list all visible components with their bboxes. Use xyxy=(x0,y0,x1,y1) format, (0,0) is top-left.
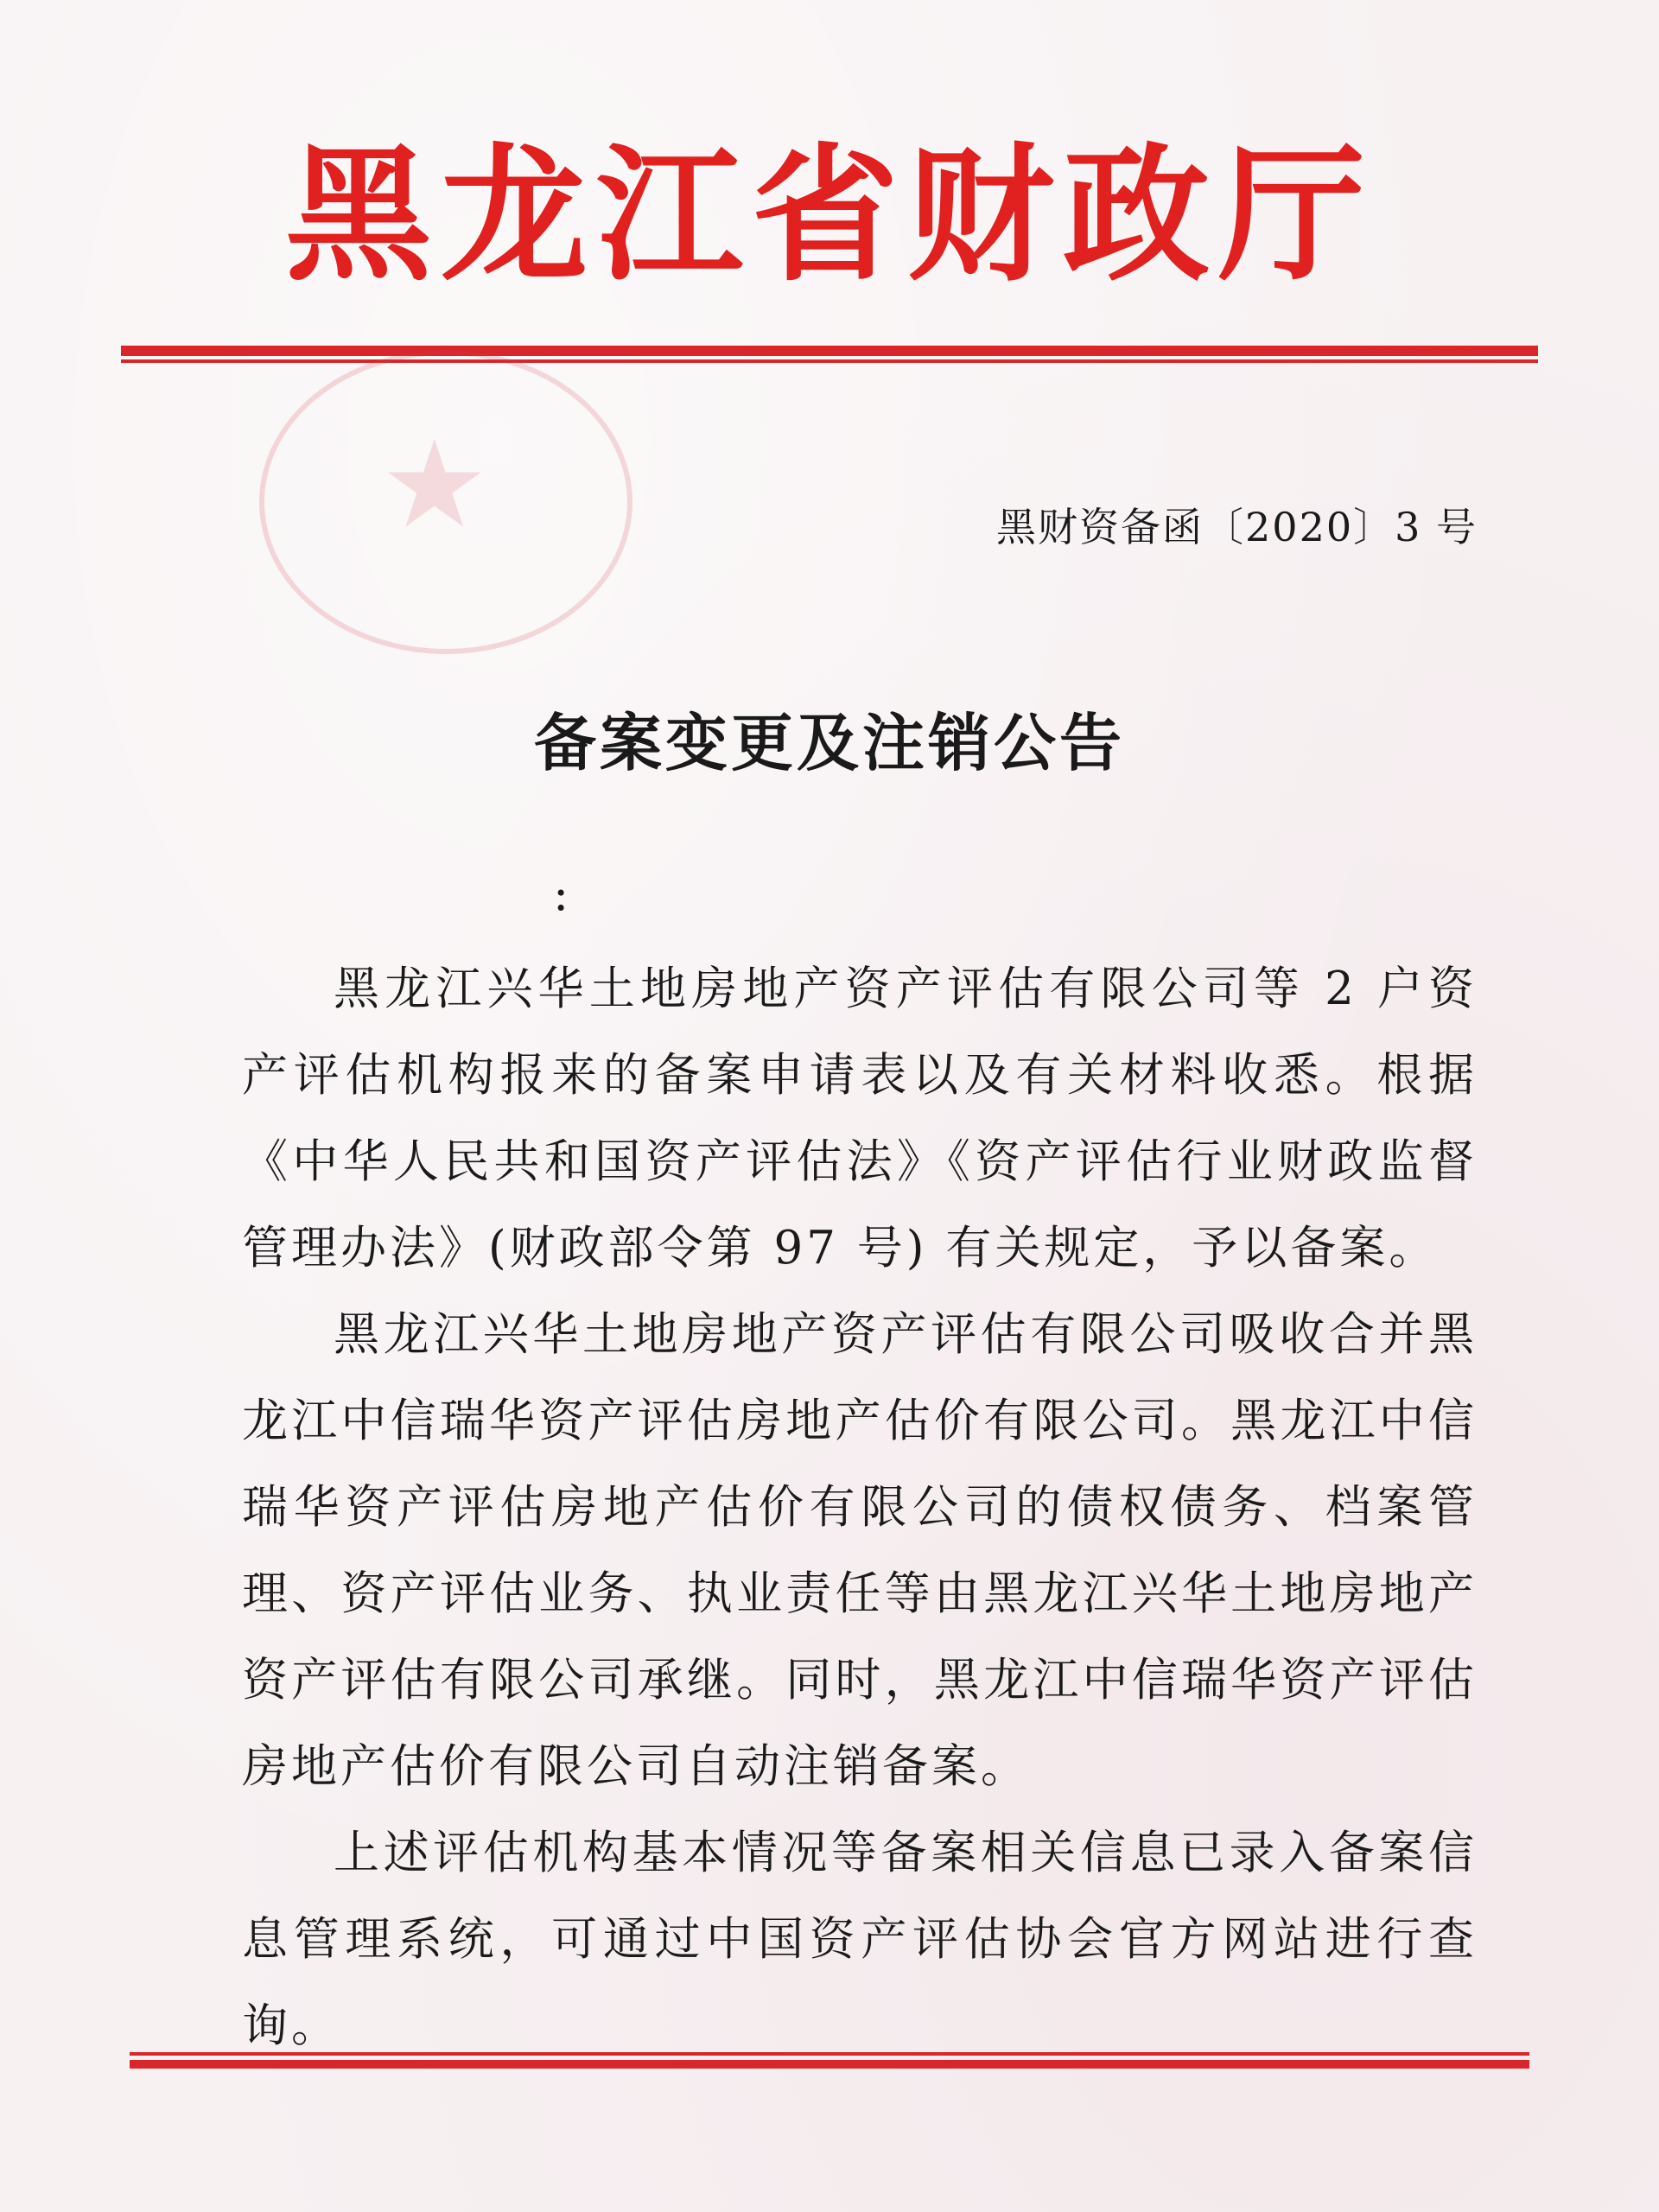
body-paragraph-1: 黑龙江兴华土地房地产资产评估有限公司等 2 户资产评估机构报来的备案申请表以及有关材料收悉。根据《中华人民共和国资产评估法》《资产评估行业财政监督管理办法》(财政部令第 97 号) 有关规定，予以备案。 xyxy=(242,963,1478,1274)
body-paragraph-2: 黑龙江兴华土地房地产资产评估有限公司吸收合并黑龙江中信瑞华资产评估房地产估价有限公司。黑龙江中信瑞华资产评估房地产估价有限公司的债权债务、档案管理、资产评估业务、执业责任等由黑龙江兴华土地房地产资产评估有限公司承继。同时，黑龙江中信瑞华资产评估房地产估价有限公司自动注销备案。 xyxy=(242,1308,1478,1793)
issuer-masthead: 黑龙江省财政厅 xyxy=(284,130,1374,302)
body-paragraph-3: 上述评估机构基本情况等备案相关信息已录入备案信息管理系统，可通过中国资产评估协会官方网站进行查询。 xyxy=(242,1827,1478,2052)
top-red-rule xyxy=(121,346,1538,356)
salutation: : xyxy=(553,867,569,921)
reference-number: 黑财资备函〔2020〕3 号 xyxy=(996,504,1478,550)
document-title: 备案变更及注销公告 xyxy=(533,706,1125,779)
document-body xyxy=(242,946,1478,2069)
bottom-red-rule-thin xyxy=(130,2052,1529,2056)
bottom-red-rule xyxy=(130,2060,1529,2069)
top-red-rule-thin xyxy=(121,359,1538,363)
seal-star-icon: ★ xyxy=(380,415,489,556)
